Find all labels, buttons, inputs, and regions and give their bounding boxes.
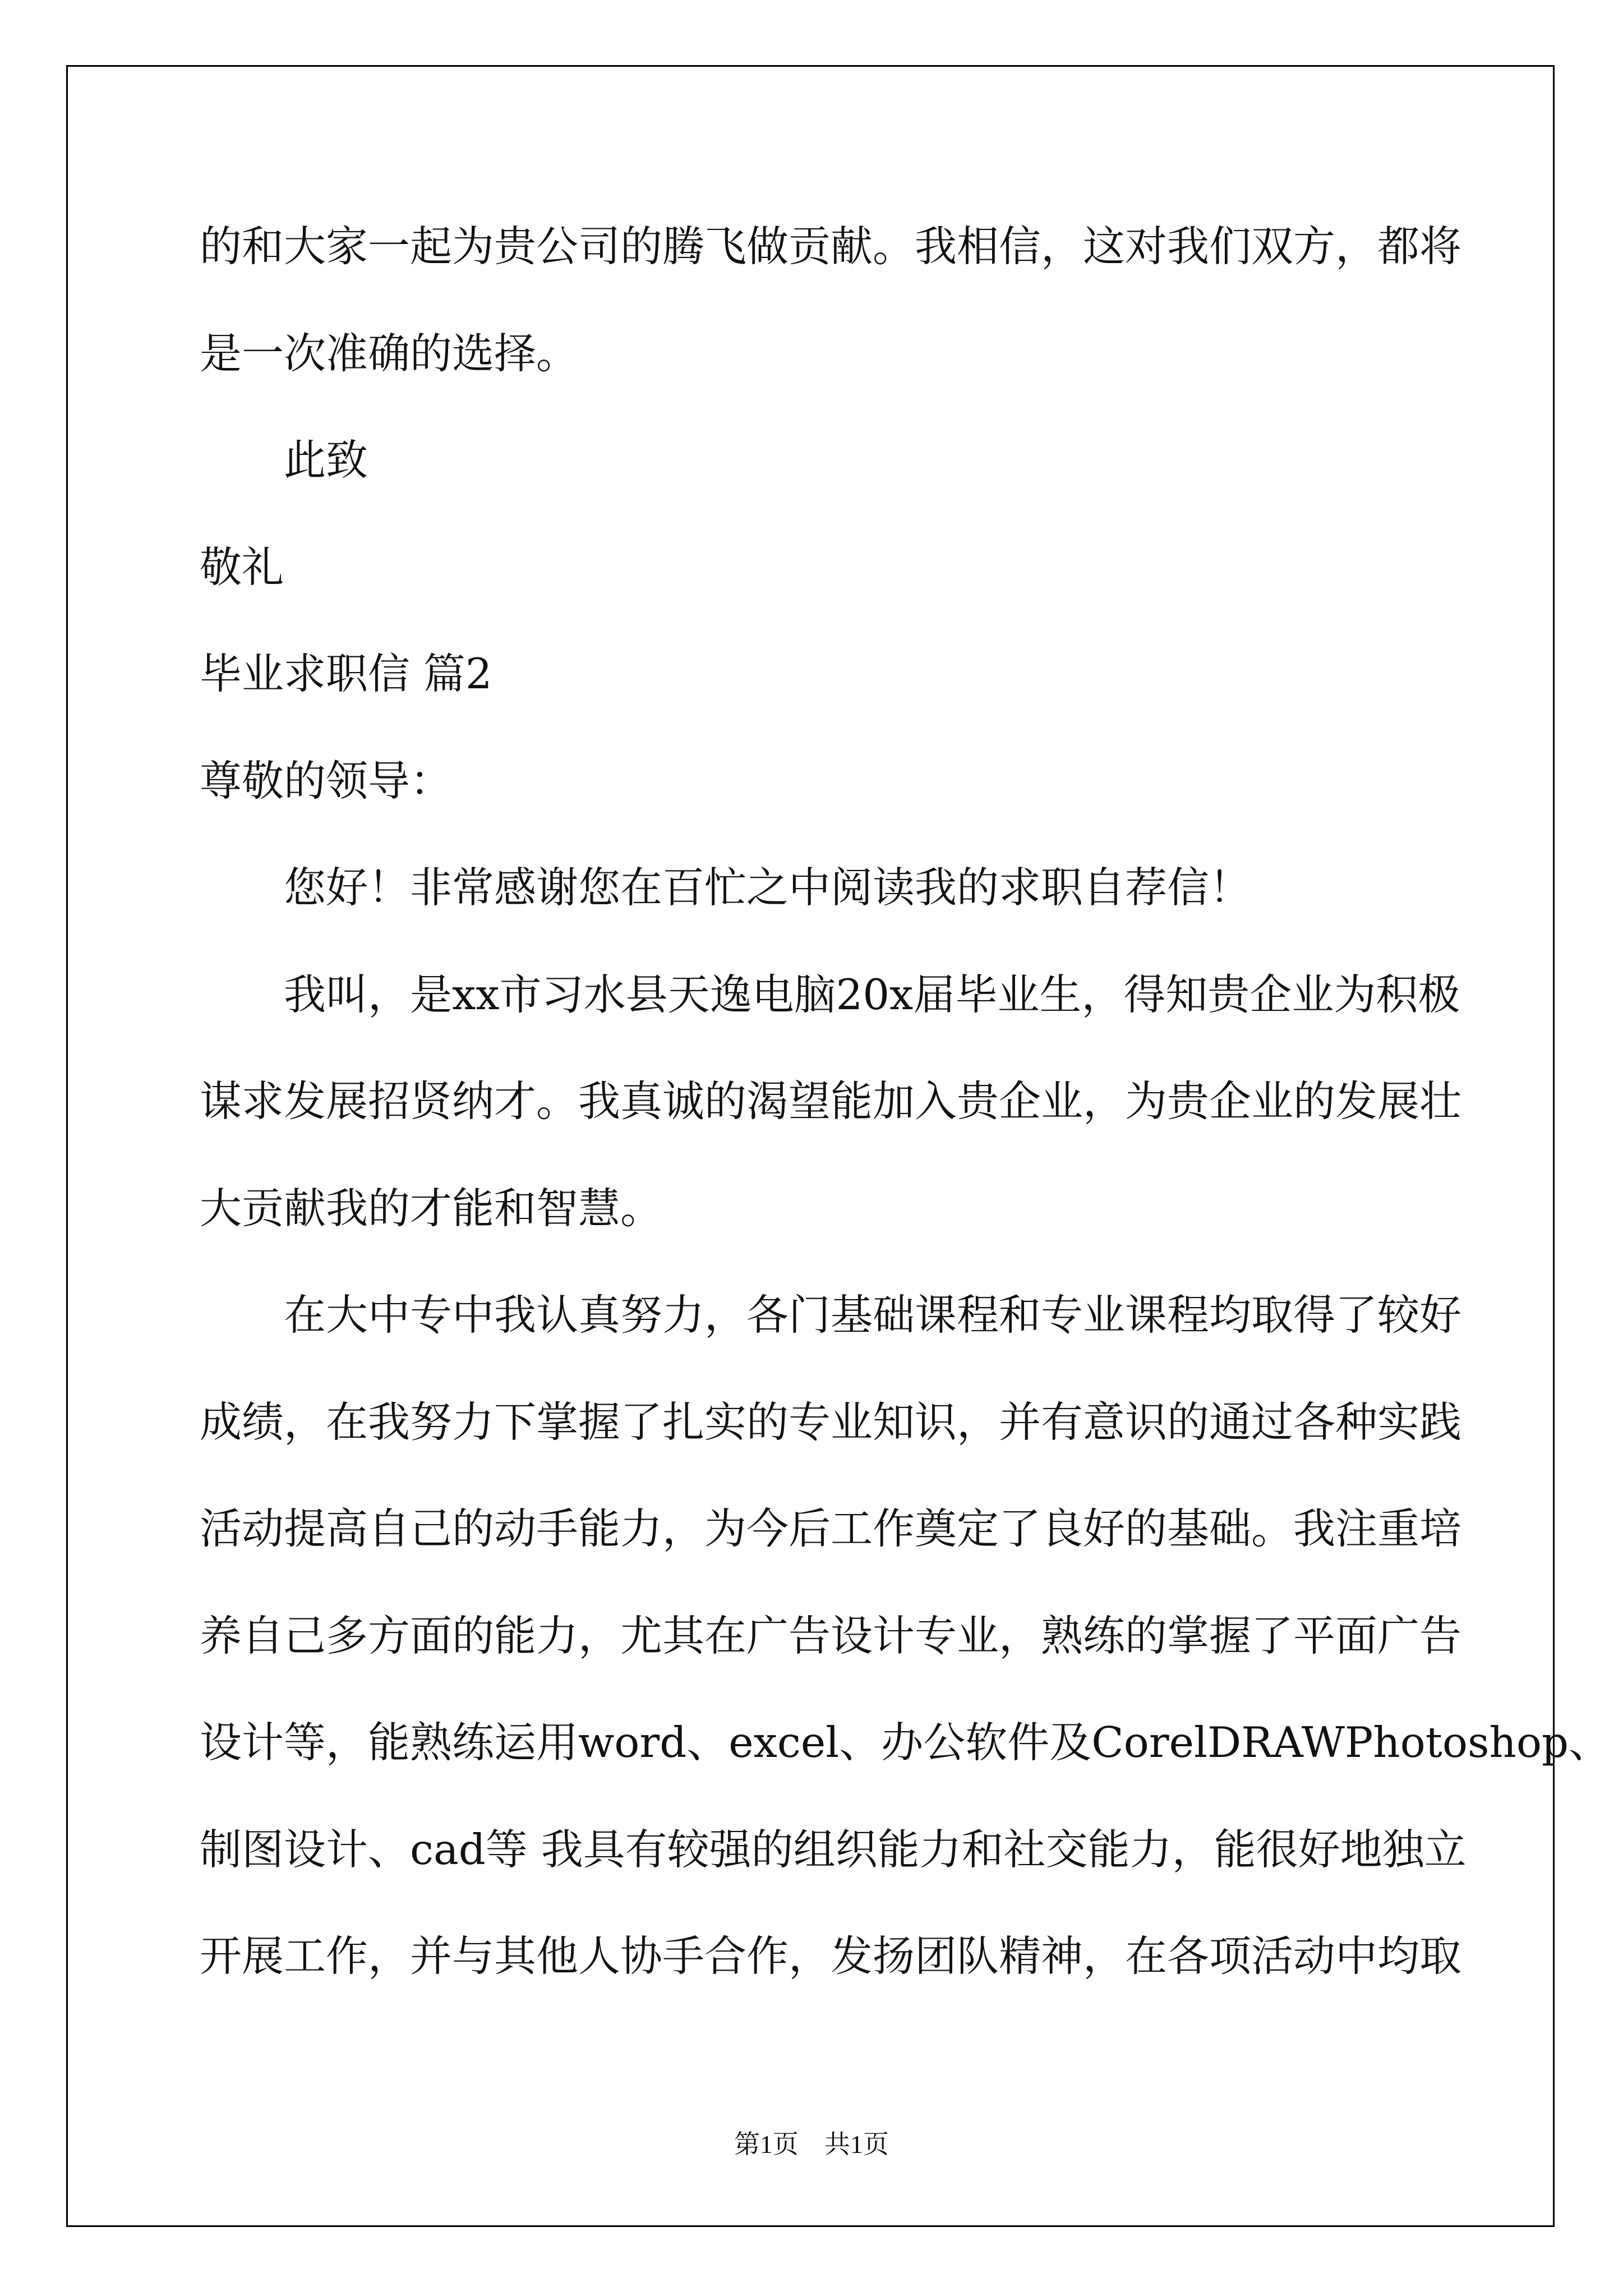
- text-line: 敬礼: [200, 542, 284, 592]
- text-line: 我叫，是xx市习水县天逸电脑20x届毕业生，得知贵企业为积极: [284, 969, 1460, 1019]
- text-line: 在大中专中我认真努力，各门基础课程和专业课程均取得了较好: [284, 1290, 1462, 1340]
- document-body: [200, 215, 1611, 2032]
- text-line: 此致: [284, 435, 368, 485]
- text-line: 设计等，能熟练运用word、excel、办公软件及CorelDRAWPhotoshop、: [200, 1718, 1611, 1767]
- text-line: 活动提高自己的动手能力，为今后工作奠定了良好的基础。我注重培: [200, 1504, 1462, 1553]
- text-line: 您好！非常感谢您在百忙之中阅读我的求职自荐信！: [284, 863, 1252, 912]
- text-line: 谋求发展招贤纳才。我真诚的渴望能加入贵企业，为贵企业的发展壮: [200, 1076, 1462, 1126]
- text-line: 成绩，在我努力下掌握了扎实的专业知识，并有意识的通过各种实践: [200, 1397, 1462, 1447]
- text-line: 养自己多方面的能力，尤其在广告设计专业，熟练的掌握了平面广告: [200, 1611, 1462, 1660]
- text-line: 的和大家一起为贵公司的腾飞做贡献。我相信，这对我们双方，都将: [200, 222, 1462, 271]
- text-line: 大贡献我的才能和智慧。: [200, 1183, 663, 1233]
- page-footer: 第1页 共1页: [734, 2130, 889, 2159]
- text-line: 开展工作，并与其他人协手合作，发扬团队精神，在各项活动中均取: [200, 1931, 1462, 1981]
- text-line: 尊敬的领导：: [200, 756, 453, 806]
- text-line: 制图设计、cad等 我具有较强的组织能力和社交能力，能很好地独立: [200, 1824, 1467, 1874]
- text-line: 是一次准确的选择。: [200, 328, 579, 378]
- text-line: 毕业求职信 篇2: [200, 649, 492, 698]
